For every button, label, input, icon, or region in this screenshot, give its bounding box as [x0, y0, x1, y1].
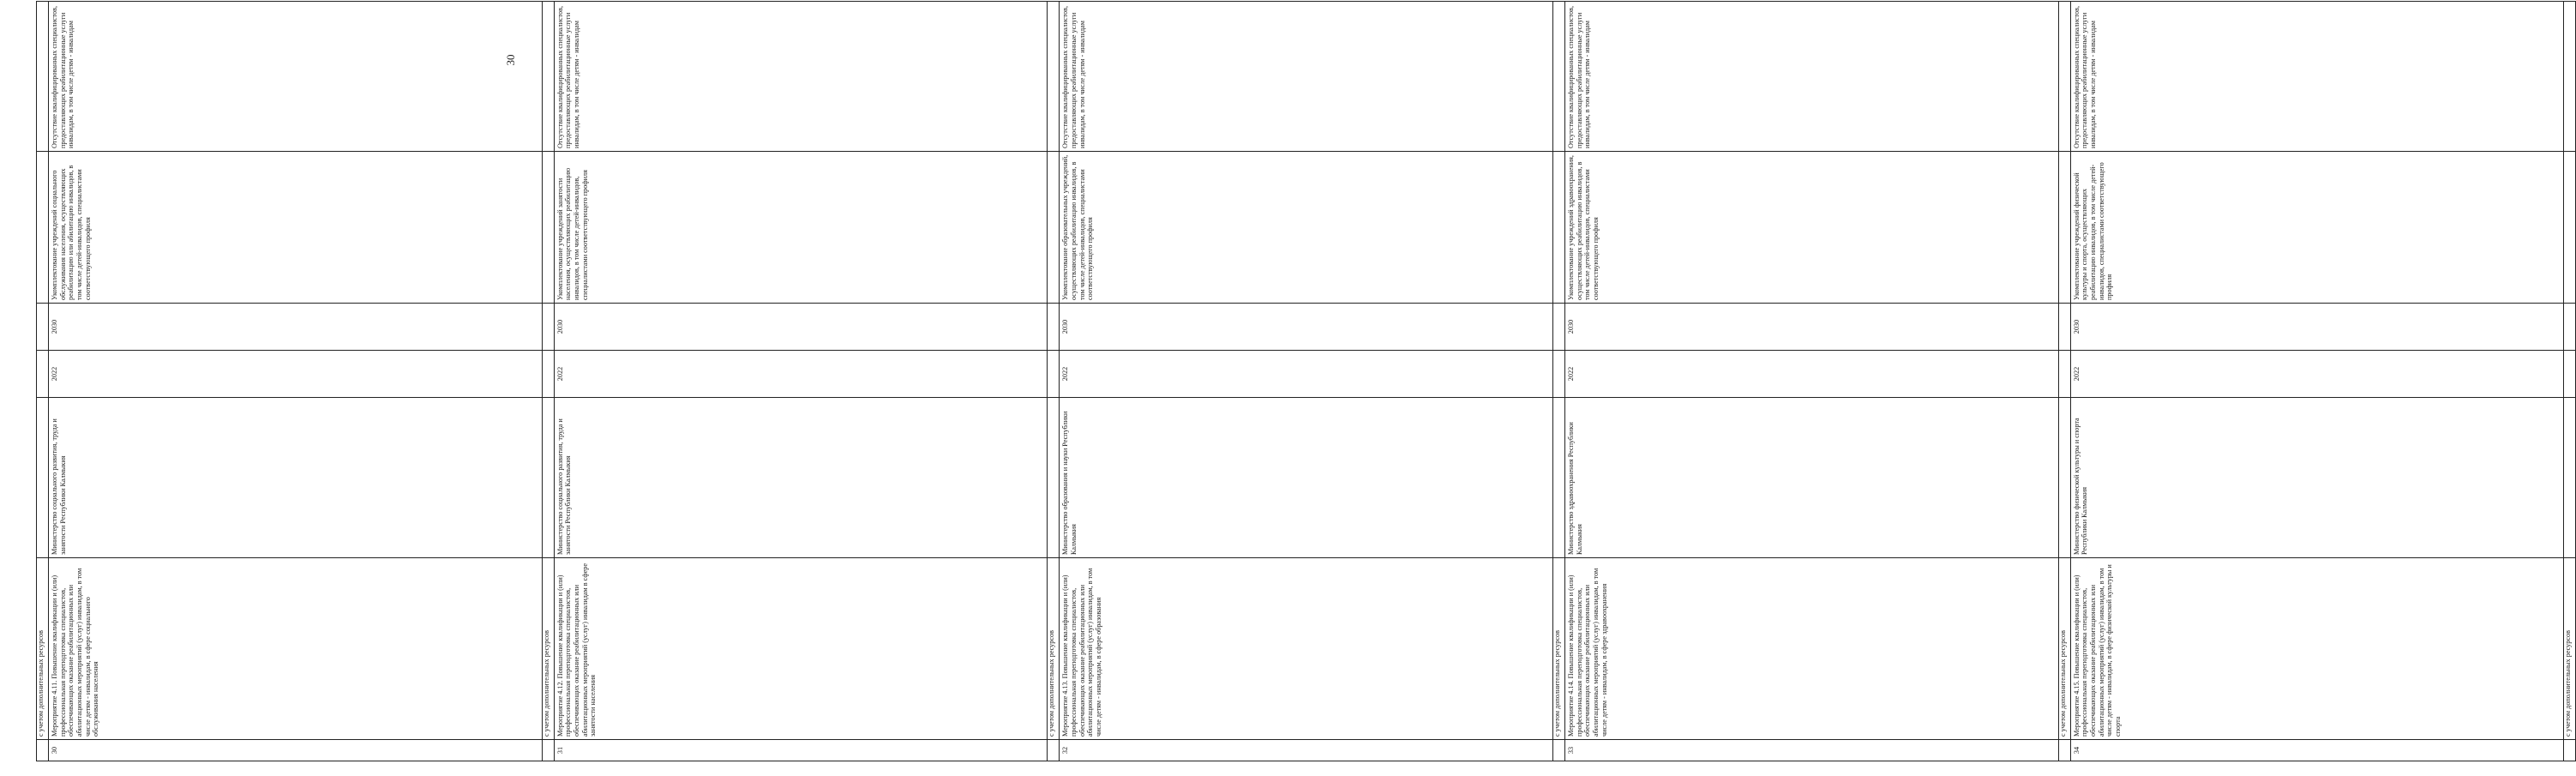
- cell-responsible: Министерство социального развития, труда и занятости Республики Калмыкия: [49, 398, 543, 558]
- cell-blank: [37, 351, 49, 398]
- cell-risk: Отсутствие квалифицированных специалистов, предоставляющих реабилитационные услуги инвалидам, в том числе детям - инвалидам: [1564, 2, 2058, 152]
- cell-activity-name: Мероприятие 4.14. Повышение квалификации и (или) профессиональная переподготовка специалистов, обеспечивающих оказание реабилитационных или абилитационных мероприятий (услуг) инвалидам, в том числе детям - инвалидам, в сфере здравоохранения: [1564, 558, 2058, 740]
- cell-blank: [2058, 351, 2070, 398]
- cell-responsible: Министерство здравоохранения Республики Калмыкия: [1564, 398, 2058, 558]
- table-row: [49, 2, 543, 761]
- cell-end-year: 2030: [1060, 304, 1553, 351]
- cell-blank: [1552, 740, 1564, 761]
- cell-blank: [2058, 152, 2070, 304]
- cell-blank: [542, 351, 554, 398]
- cell-expected-result: Укомплектование учреждений занятости населения, осуществляющих реабилитацию инвалидов, в том числе детей-инвалидов, специалистами соответствующего профиля: [554, 152, 1048, 304]
- note-row: [2564, 2, 2576, 761]
- cell-expected-result: Укомплектование учреждений социального обслуживания населения, осуществляющих реабилитацию или абилитацию инвалидов, в том числе детей-инвалидов, специалистами соответствующего профиля: [49, 152, 543, 304]
- cell-note: с учетом дополнительных ресурсов: [2564, 558, 2576, 740]
- cell-blank: [1552, 2, 1564, 152]
- cell-blank: [1048, 351, 1060, 398]
- cell-blank: [37, 398, 49, 558]
- cell-blank: [1552, 398, 1564, 558]
- cell-blank: [542, 304, 554, 351]
- cell-blank: [1048, 398, 1060, 558]
- cell-note: с учетом дополнительных ресурсов: [1048, 558, 1060, 740]
- cell-blank: [2564, 398, 2576, 558]
- cell-responsible: Министерство образования и науки Республики Калмыкия: [1060, 398, 1553, 558]
- table-body: [37, 2, 2576, 761]
- cell-risk: Отсутствие квалифицированных специалистов, предоставляющих реабилитационные услуги инвалидам, в том числе детям - инвалидам: [49, 2, 543, 152]
- cell-blank: [542, 2, 554, 152]
- cell-blank: [1552, 304, 1564, 351]
- table-row: [2070, 2, 2564, 761]
- cell-blank: [37, 2, 49, 152]
- note-row: [2058, 2, 2070, 761]
- cell-blank: [542, 398, 554, 558]
- note-row: [1048, 2, 1060, 761]
- cell-risk: Отсутствие квалифицированных специалистов, предоставляющих реабилитационные услуги инвалидам, в том числе детям - инвалидам: [1060, 2, 1553, 152]
- cell-blank: [542, 740, 554, 761]
- cell-blank: [2058, 398, 2070, 558]
- page-number: 30: [504, 54, 517, 66]
- cell-responsible: Министерство социального развития, труда и занятости Республики Калмыкия: [554, 398, 1048, 558]
- cell-blank: [2564, 351, 2576, 398]
- cell-risk: Отсутствие квалифицированных специалистов, предоставляющих реабилитационные услуги инвалидам, в том числе детям - инвалидам: [2070, 2, 2564, 152]
- cell-activity-name: Мероприятие 4.11. Повышение квалификации и (или) профессиональная переподготовка специалистов, обеспечивающих оказание реабилитационных или абилитационных мероприятий (услуг) инвалидам, в том числе детям - инвалидам, в сфере социального обслуживания населения: [49, 558, 543, 740]
- cell-blank: [1048, 152, 1060, 304]
- cell-blank: [2564, 304, 2576, 351]
- cell-blank: [542, 152, 554, 304]
- cell-row-number: 32: [1060, 740, 1553, 761]
- cell-blank: [2058, 740, 2070, 761]
- note-row: [1552, 2, 1564, 761]
- table-row: [554, 2, 1048, 761]
- table-row: [1564, 2, 2058, 761]
- program-activities-table: [36, 1, 2576, 761]
- cell-start-year: 2022: [554, 351, 1048, 398]
- cell-start-year: 2022: [1564, 351, 2058, 398]
- cell-blank: [2564, 2, 2576, 152]
- cell-blank: [1048, 304, 1060, 351]
- table-row: [1060, 2, 1553, 761]
- cell-note: с учетом дополнительных ресурсов: [37, 558, 49, 740]
- cell-blank: [2564, 740, 2576, 761]
- note-row: [542, 2, 554, 761]
- cell-expected-result: Укомплектование учреждений физической культуры и спорта, осуществляющих реабилитацию инвалидов, в том числе детей-инвалидов, специалистами соответствующего профиля: [2070, 152, 2564, 304]
- cell-end-year: 2030: [554, 304, 1048, 351]
- cell-expected-result: Укомплектование образовательных учреждений, осуществляющих реабилитацию инвалидов, в том числе детей-инвалидов, специалистами соответствующего профиля: [1060, 152, 1553, 304]
- cell-row-number: 31: [554, 740, 1048, 761]
- cell-start-year: 2022: [1060, 351, 1553, 398]
- cell-activity-name: Мероприятие 4.13. Повышение квалификации и (или) профессиональная переподготовка специалистов, обеспечивающих оказание реабилитационных или абилитационных мероприятий (услуг) инвалидам, в том числе детям - инвалидам, в сфере образования: [1060, 558, 1553, 740]
- cell-start-year: 2022: [49, 351, 543, 398]
- cell-blank: [2564, 152, 2576, 304]
- cell-end-year: 2030: [1564, 304, 2058, 351]
- cell-row-number: 34: [2070, 740, 2564, 761]
- cell-activity-name: Мероприятие 4.15. Повышение квалификации и (или) профессиональная переподготовка специалистов, обеспечивающих оказание реабилитационных или абилитационных мероприятий (услуг) инвалидам, в том числе детям - инвалидам, в сфере физической культуры и спорта: [2070, 558, 2564, 740]
- cell-expected-result: Укомплектование учреждений здравоохранения, осуществляющих реабилитацию инвалидов, в том числе детей-инвалидов, специалистами соответствующего профиля: [1564, 152, 2058, 304]
- cell-note: с учетом дополнительных ресурсов: [542, 558, 554, 740]
- cell-note: с учетом дополнительных ресурсов: [1552, 558, 1564, 740]
- cell-blank: [1552, 351, 1564, 398]
- cell-blank: [2058, 2, 2070, 152]
- cell-start-year: 2022: [2070, 351, 2564, 398]
- cell-row-number: 33: [1564, 740, 2058, 761]
- cell-end-year: 2030: [49, 304, 543, 351]
- cell-activity-name: Мероприятие 4.12. Повышение квалификации и (или) профессиональная переподготовка специалистов, обеспечивающих оказание реабилитационных или абилитационных мероприятий (услуг) инвалидам в сфере занятости населения: [554, 558, 1048, 740]
- cell-responsible: Министерство физической культуры и спорта Республики Калмыкия: [2070, 398, 2564, 558]
- cell-note: с учетом дополнительных ресурсов: [2058, 558, 2070, 740]
- cell-row-number: 30: [49, 740, 543, 761]
- cell-blank: [37, 740, 49, 761]
- rotated-table-container: [36, 5, 2573, 761]
- cell-blank: [37, 152, 49, 304]
- cell-blank: [1048, 740, 1060, 761]
- cell-blank: [2058, 304, 2070, 351]
- cell-blank: [1552, 152, 1564, 304]
- cell-blank: [37, 304, 49, 351]
- cell-end-year: 2030: [2070, 304, 2564, 351]
- note-row: [37, 2, 49, 761]
- cell-risk: Отсутствие квалифицированных специалистов, предоставляющих реабилитационные услуги инвалидам, в том числе детям - инвалидам: [554, 2, 1048, 152]
- cell-blank: [1048, 2, 1060, 152]
